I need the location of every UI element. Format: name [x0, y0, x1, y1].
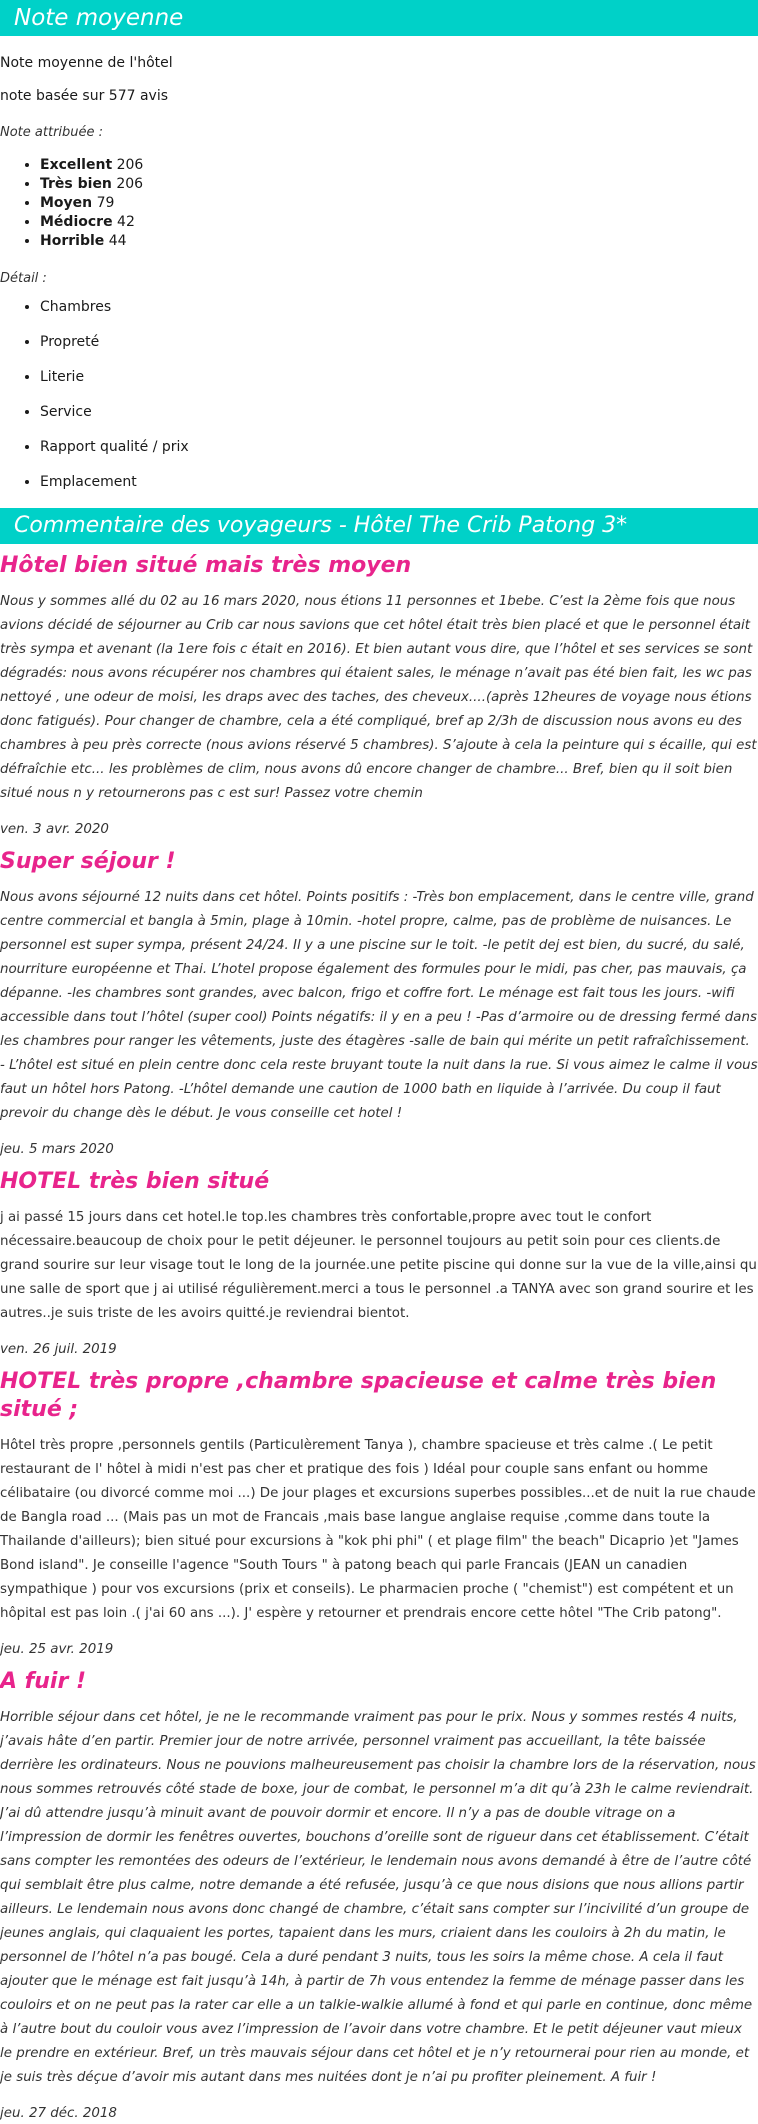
summary-title: Note moyenne de l'hôtel [0, 55, 173, 71]
review-item [0, 544, 758, 840]
review-count: note basée sur 577 avis [0, 88, 169, 104]
rating-label: Très bien [40, 176, 112, 192]
rating-label: Excellent [40, 157, 113, 173]
review-item [0, 1160, 758, 1360]
rating-count: 79 [96, 195, 115, 211]
rating-item-excellent [40, 156, 758, 175]
reviews-band [0, 508, 758, 544]
detail-item-chambres: • Chambres [40, 298, 758, 317]
ratings-heading: Note attribuée : [0, 125, 104, 140]
review-item [0, 1360, 758, 1660]
rating-count: 42 [117, 214, 135, 230]
review-date: ven. 3 avr. 2020 [0, 822, 109, 837]
review-title: Hôtel bien situé mais très moyen [0, 553, 412, 578]
detail-list [0, 298, 758, 492]
rating-count: 206 [116, 157, 144, 173]
rating-label: Moyen [40, 195, 93, 211]
review-title: Super séjour ! [0, 849, 176, 874]
rating-count: 44 [108, 233, 127, 249]
ratings-list [0, 156, 758, 251]
review-date: jeu. 27 déc. 2018 [0, 2106, 117, 2121]
rating-item-horrible [40, 232, 758, 251]
review-date: jeu. 5 mars 2020 [0, 1142, 114, 1157]
rating-item-mediocre [40, 213, 758, 232]
review-title: A fuir ! [0, 1669, 87, 1694]
rating-summary [0, 36, 758, 492]
review-text: Nous y sommes allé du 02 au 16 mars 2020, nous étions 11 personnes et 1bebe. C’est la 2ème fois que nous avions décidé de séjourner au Crib car nous savions que cet hôtel était très bien placé et que le personnel était très sympa et avenant (la 1ere fois c était en 2016). Et bien autant vous dire, que l’hôtel et ses services se sont dégradés: nous avons récupérer nos chambres qui étaient sales, le ménage n’avait pas été bien fait, les wc pas nettoyé , une odeur de moisi, les draps avec des taches, des cheveux....(après 12heures de voyage nous étions donc fatigués). Pour changer de chambre, cela a été compliqué, bref ap 2/3h de discussion nous avons eu des chambres à peu près correcte (nous avions réservé 5 chambres). S’ajoute à cela la peinture qui s écaille, qui est défraîchie etc... les problèmes de clim, nous avons dû encore changer de chambre... Bref, bien qu il soit bien situé nous n y retournerons pas c est sur! Passez votre chemin [0, 594, 757, 801]
review-text: Horrible séjour dans cet hôtel, je ne le recommande vraiment pas pour le prix. Nous y sommes restés 4 nuits, j’avais hâte d’en partir. Premier jour de notre arrivée, personnel vraiment pas accueillant, la tête baissée derrière les ordinateurs. Nous ne pouvions malheureusement pas choisir la chambre lors de la réservation, nous nous sommes retrouvés côté stade de boxe, jour de combat, le personnel m’a dit qu’à 23h le calme reviendrait. J’ai dû attendre jusqu’à minuit avant de pouvoir dormir et encore. Il n’y a pas de double vitrage on a l’impression de dormir les fenêtres ouvertes, bouchons d’oreille sont de rigueur dans cet établissement. C’était sans compter les remontées des odeurs de l’extérieur, le lendemain nous avons demandé à être de l’autre côté qui semblait être plus calme, notre demande a été refusée, jusqu’à ce que nous disions que nous allions partir ailleurs. Le lendemain nous avons donc changé de chambre, c’était sans compter sur l’incivilité d’un groupe de jeunes anglais, qui claquaient les portes, tapaient dans les murs, criaient dans les couloirs à 2h du matin, le personnel de l’hôtel n’a pas bougé. Cela a duré pendant 3 nuits, tous les soirs la même chose. A cela il faut ajouter que le ménage est fait jusqu’à 14h, à partir de 7h vous entendez la femme de ménage passer dans les couloirs et on ne peut pas la rater car elle a un talkie-walkie allumé à fond et qui parle en continue, donc même à l’autre bout du couloir vous avez l’impression de l’avoir dans votre chambre. Et le petit déjeuner vaut mieux le prendre en extérieur. Bref, un très mauvais séjour dans cet hôtel et je n’y retournerai pour rien au monde, et je suis très déçue d’avoir mis autant dans mes nuitées dont je n’ai pu profiter pleinement. A fuir ! [0, 1710, 756, 2085]
review-date: jeu. 25 avr. 2019 [0, 1642, 114, 1657]
review-item [0, 1660, 758, 2124]
rating-count: 206 [116, 176, 144, 192]
review-title: HOTEL très propre ,chambre spacieuse et calme très bien situé ; [0, 1369, 717, 1422]
reviews-band-title: Commentaire des voyageurs - Hôtel The Crib Patong 3* [14, 513, 628, 538]
rating-label: Médiocre [40, 214, 113, 230]
band-title: Note moyenne [14, 5, 184, 31]
review-title: HOTEL très bien situé [0, 1169, 270, 1194]
review-item [0, 840, 758, 1160]
detail-item-rapport-qualite-prix: • Rapport qualité / prix [40, 438, 758, 457]
review-text: Nous avons séjourné 12 nuits dans cet hôtel. Points positifs : -Très bon emplacement, dans le centre ville, grand centre commercial et bangla à 5min, plage à 10min. -hotel propre, calme, pas de problème de nuisances. Le personnel est super sympa, présent 24/24. Il y a une piscine sur le toit. -le petit dej est bien, du sucré, du salé, nourriture européenne et Thai. L’hotel propose également des formules pour le midi, pas cher, pas mauvais, ça dépanne. -les chambres sont grandes, avec balcon, frigo et coffre fort. Le ménage est fait tous les jours. -wifi accessible dans tout l’hôtel (super cool) Points négatifs: il y en a peu ! -Pas d’armoire ou de dressing fermé dans les chambres pour ranger les vêtements, juste des étagères -salle de bain qui mérite un petit rafraîchissement. - L’hôtel est situé en plein centre donc cela reste bruyant toute la nuit dans la rue. Si vous aimez le calme il vous faut un hôtel hors Patong. -L’hôtel demande une caution de 1000 bath en liquide à l’arrivée. Du coup il faut prevoir du change dès le début. Je vous conseille cet hotel ! [0, 890, 758, 1121]
review-date: ven. 26 juil. 2019 [0, 1342, 117, 1357]
rating-label: Horrible [40, 233, 105, 249]
review-text: Hôtel très propre ,personnels gentils (Particulèrement Tanya ), chambre spacieuse et très calme .( Le petit restaurant de l' hôtel à midi n'est pas cher et pratique des fois ) Idéal pour couple sans enfant ou homme célibataire (ou divorcé comme moi ...) De jour plages et excursions superbes possibles...et de nuit la rue chaude de Bangla road ... (Mais pas un mot de Francais ,mais base langue anglaise requise ,comme dans toute la Thailande d'ailleurs); bien situé pour excursions à "kok phi phi" ( et plage film" the beach" Dicaprio )et "James Bond island". Je conseille l'agence "South Tours " à patong beach qui parle Francais (JEAN un canadien sympathique ) pour vos excursions (prix et conseils). Le pharmacien proche ( "chemist") est compétent et un hôpital est pas loin .( j'ai 60 ans ...). J' espère y retourner et prendrais encore cette hôtel "The Crib patong". [0, 1438, 756, 1621]
review-text: j ai passé 15 jours dans cet hotel.le top.les chambres très confortable,propre avec tout le confort nécessaire.beaucoup de choix pour le petit déjeuner. le personnel toujours au petit soin pour ces clients.de grand sourire sur leur visage tout le long de la journée.une petite piscine qui donne sur la vue de la ville,ainsi qu une salle de sport que j ai utilisé régulièrement.merci a tous le personnel .a TANYA avec son grand sourire et les autres..je suis triste de les avoirs quitté.je reviendrai bientot. [0, 1210, 757, 1321]
detail-item-proprete: • Propreté [40, 333, 758, 352]
detail-item-service: • Service [40, 403, 758, 422]
note-moyenne-band [0, 0, 758, 36]
detail-item-emplacement: • Emplacement [40, 473, 758, 492]
detail-heading: Détail : [0, 271, 47, 286]
rating-item-tres-bien [40, 175, 758, 194]
reviews-list [0, 544, 758, 2124]
rating-item-moyen [40, 194, 758, 213]
detail-item-literie: • Literie [40, 368, 758, 387]
